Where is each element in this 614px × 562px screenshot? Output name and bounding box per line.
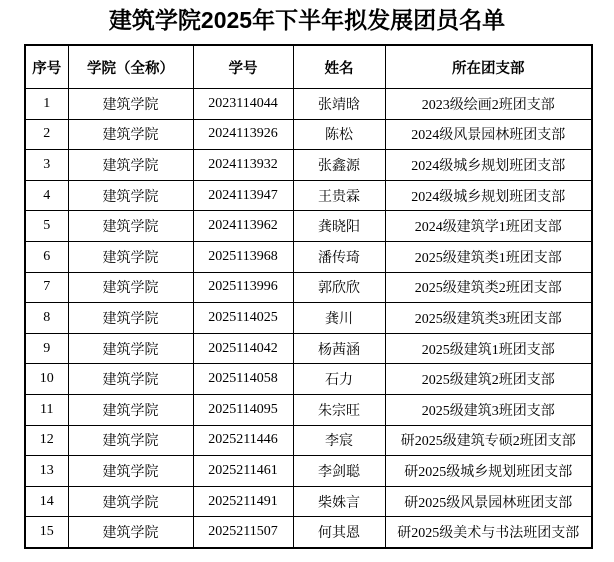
cell-student_id: 2025113968 [193,241,293,272]
table-row [25,456,592,487]
cell-branch: 研2025级城乡规划班团支部 [385,456,592,487]
cell-student_id: 2025114058 [193,364,293,395]
cell-student_id: 2024113947 [193,180,293,211]
table-row [25,303,592,334]
cell-name: 陈松 [293,119,385,150]
cell-name: 张鑫源 [293,150,385,181]
cell-student_id: 2025114025 [193,303,293,334]
cell-name: 潘传琦 [293,241,385,272]
cell-name: 朱宗旺 [293,394,385,425]
cell-branch: 2024级风景园林班团支部 [385,119,592,150]
table-row [25,486,592,517]
cell-college: 建筑学院 [68,303,193,334]
cell-name: 王贵霖 [293,180,385,211]
cell-college: 建筑学院 [68,89,193,120]
cell-no: 13 [25,456,68,487]
table-row [25,333,592,364]
cell-name: 杨茜涵 [293,333,385,364]
cell-student_id: 2025114095 [193,394,293,425]
cell-name: 柴姝言 [293,486,385,517]
cell-branch: 研2025级风景园林班团支部 [385,486,592,517]
cell-no: 1 [25,89,68,120]
members-table [24,44,593,549]
cell-college: 建筑学院 [68,394,193,425]
cell-no: 7 [25,272,68,303]
cell-no: 2 [25,119,68,150]
cell-no: 11 [25,394,68,425]
table-row [25,517,592,548]
cell-branch: 2024级城乡规划班团支部 [385,180,592,211]
cell-college: 建筑学院 [68,119,193,150]
cell-branch: 2025级建筑类1班团支部 [385,241,592,272]
table-row [25,425,592,456]
cell-college: 建筑学院 [68,486,193,517]
cell-college: 建筑学院 [68,364,193,395]
cell-name: 李剑聪 [293,456,385,487]
cell-name: 张靖晗 [293,89,385,120]
table-body [25,89,592,548]
header-cell-college: 学院（全称） [68,45,193,89]
header-cell-branch: 所在团支部 [385,45,592,89]
cell-no: 3 [25,150,68,181]
cell-branch: 2025级建筑2班团支部 [385,364,592,395]
cell-student_id: 2025113996 [193,272,293,303]
cell-branch: 2025级建筑1班团支部 [385,333,592,364]
cell-name: 何其恩 [293,517,385,548]
cell-college: 建筑学院 [68,456,193,487]
cell-student_id: 2025114042 [193,333,293,364]
cell-branch: 2024级城乡规划班团支部 [385,150,592,181]
page-title: 建筑学院2025年下半年拟发展团员名单 [108,7,506,33]
cell-branch: 2025级建筑类2班团支部 [385,272,592,303]
cell-college: 建筑学院 [68,517,193,548]
cell-no: 6 [25,241,68,272]
cell-student_id: 2024113932 [193,150,293,181]
cell-no: 8 [25,303,68,334]
table-row [25,180,592,211]
cell-no: 5 [25,211,68,242]
cell-no: 9 [25,333,68,364]
cell-name: 龚晓阳 [293,211,385,242]
cell-branch: 研2025级建筑专硕2班团支部 [385,425,592,456]
table-row [25,241,592,272]
cell-branch: 2023级绘画2班团支部 [385,89,592,120]
cell-student_id: 2025211507 [193,517,293,548]
cell-college: 建筑学院 [68,180,193,211]
cell-student_id: 2025211461 [193,456,293,487]
header-cell-name: 姓名 [293,45,385,89]
table-row [25,211,592,242]
cell-branch: 2025级建筑3班团支部 [385,394,592,425]
cell-college: 建筑学院 [68,272,193,303]
cell-branch: 2025级建筑类3班团支部 [385,303,592,334]
cell-student_id: 2024113962 [193,211,293,242]
cell-student_id: 2025211446 [193,425,293,456]
cell-college: 建筑学院 [68,211,193,242]
cell-no: 10 [25,364,68,395]
header-cell-no: 序号 [25,45,68,89]
table-row [25,272,592,303]
cell-college: 建筑学院 [68,150,193,181]
cell-student_id: 2023114044 [193,89,293,120]
cell-college: 建筑学院 [68,425,193,456]
cell-no: 4 [25,180,68,211]
cell-name: 郭欣欣 [293,272,385,303]
cell-branch: 研2025级美术与书法班团支部 [385,517,592,548]
header-cell-id: 学号 [193,45,293,89]
cell-name: 石力 [293,364,385,395]
table-row [25,364,592,395]
cell-student_id: 2024113926 [193,119,293,150]
table-row [25,119,592,150]
cell-college: 建筑学院 [68,241,193,272]
cell-student_id: 2025211491 [193,486,293,517]
table-row [25,89,592,120]
cell-no: 14 [25,486,68,517]
cell-branch: 2024级建筑学1班团支部 [385,211,592,242]
header-row [25,45,592,89]
cell-name: 龚川 [293,303,385,334]
table-row [25,394,592,425]
cell-no: 12 [25,425,68,456]
cell-name: 李宸 [293,425,385,456]
cell-college: 建筑学院 [68,333,193,364]
table-row [25,150,592,181]
cell-no: 15 [25,517,68,548]
